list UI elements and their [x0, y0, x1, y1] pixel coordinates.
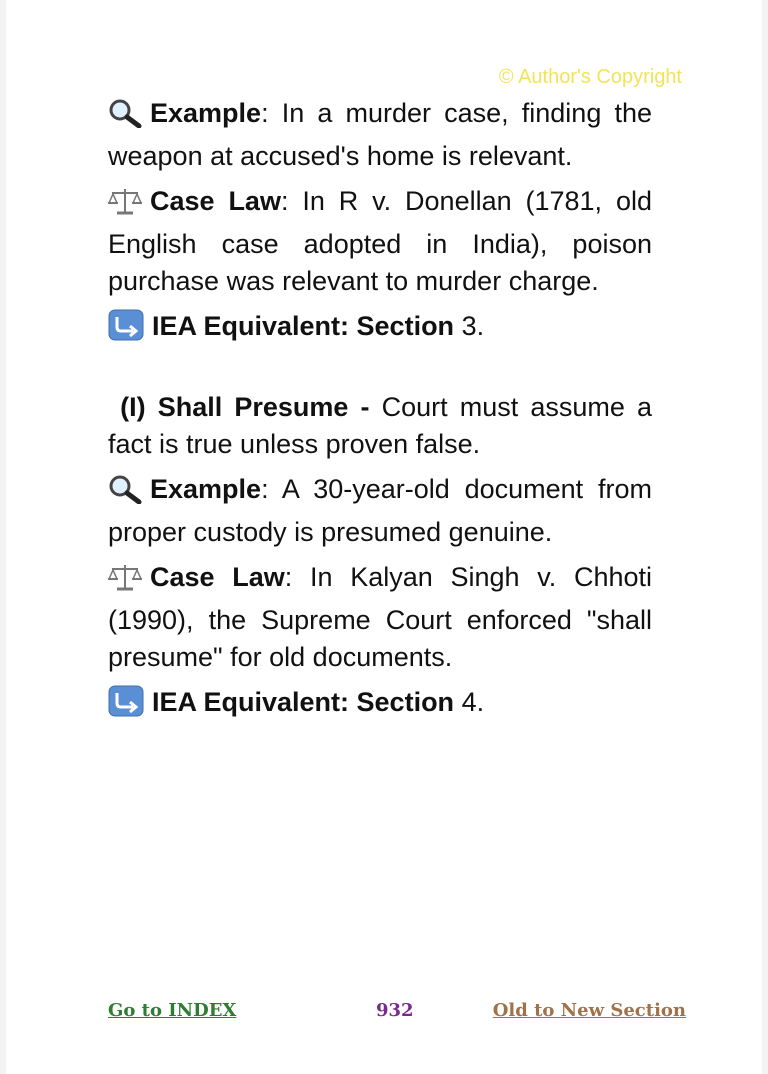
shall-presume-text: Court must assume a fact is true unless proven false. [108, 392, 652, 459]
iea-number: 4. [454, 687, 485, 717]
example-text: : A 30-year-old document from proper custody is presumed genuine. [108, 474, 652, 547]
shall-presume-paragraph [108, 389, 652, 463]
old-to-new-section-link[interactable]: Old to New Section [492, 1000, 686, 1021]
iea-paragraph [108, 684, 652, 727]
example-label: Example [150, 474, 262, 504]
example-label: Example [150, 98, 262, 128]
case-law-paragraph [108, 183, 652, 300]
page [6, 0, 762, 1074]
footer [6, 1000, 762, 1030]
iea-number: 3. [454, 311, 485, 341]
example-text: : In a murder case, finding the weapon at accused's home is relevant. [108, 98, 652, 171]
content [108, 95, 652, 735]
go-to-index-link[interactable]: Go to INDEX [108, 1000, 237, 1021]
page-number: 932 [376, 1000, 414, 1021]
iea-label: IEA Equivalent: Section [152, 311, 455, 341]
shall-presume-label: (I) Shall Presume - [120, 392, 370, 422]
case-law-paragraph [108, 559, 652, 676]
case-law-text: : In R v. Donellan (1781, old English case adopted in India), poison purchase was relevant to murder charge. [108, 186, 652, 296]
return-arrow-icon [108, 309, 144, 351]
case-law-text: : In Kalyan Singh v. Chhoti (1990), the Supreme Court enforced "shall presume" for old documents. [108, 562, 653, 672]
balance-scale-icon [108, 186, 142, 226]
case-law-label: Case Law [150, 562, 285, 592]
return-arrow-icon [108, 685, 144, 727]
section-spacer [108, 359, 652, 389]
balance-scale-icon [108, 562, 142, 602]
magnifier-icon [108, 474, 142, 514]
magnifier-icon [108, 98, 142, 138]
copyright-notice: © Author's Copyright [498, 66, 682, 88]
case-law-label: Case Law [150, 186, 281, 216]
iea-label: IEA Equivalent: Section [152, 687, 455, 717]
iea-paragraph [108, 308, 652, 351]
example-paragraph [108, 95, 652, 175]
example-paragraph [108, 471, 652, 551]
